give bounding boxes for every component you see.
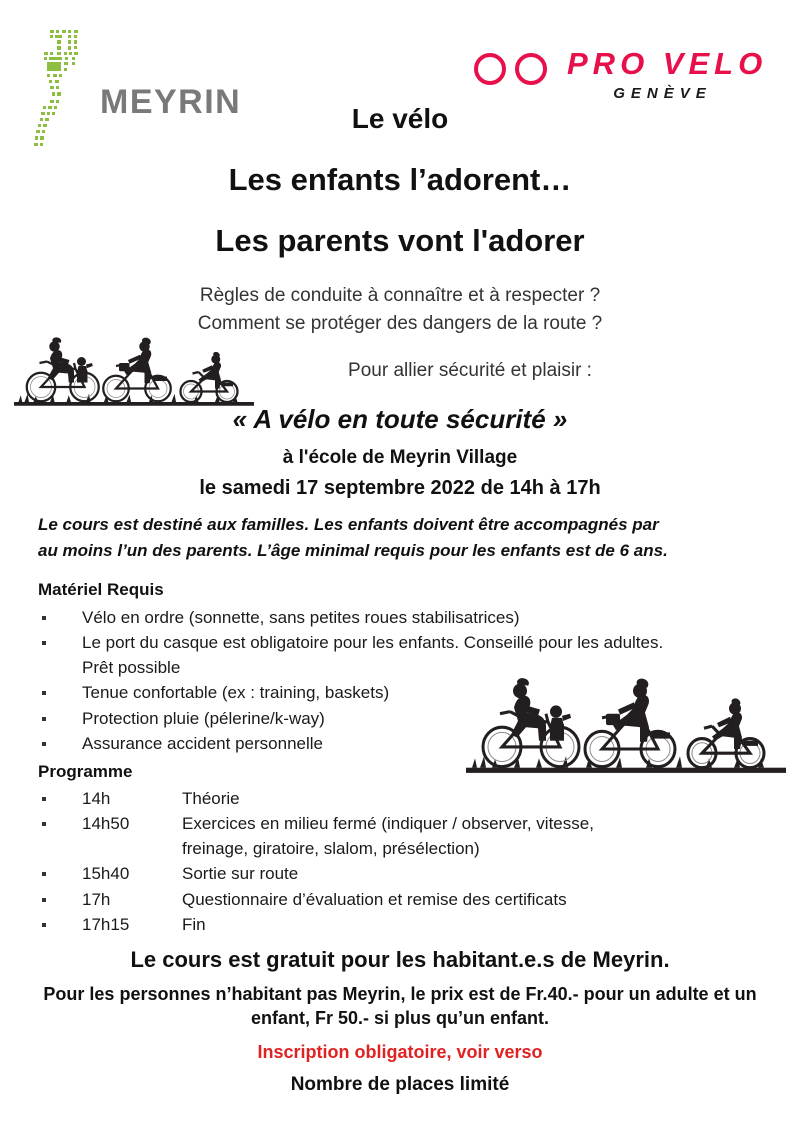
- programme-description: Fin: [182, 914, 206, 934]
- two-circles-wheels-icon: [470, 52, 558, 86]
- event-date: le samedi 17 septembre 2022 de 14h à 17h: [199, 477, 601, 499]
- list-item: [38, 811, 678, 861]
- list-item: [38, 786, 678, 811]
- provelo-name: PRO VELO: [567, 46, 768, 81]
- list-item-text: Le port du casque est obligatoire pour les enfants. Conseillé pour les adultes. Prêt possible: [82, 633, 664, 678]
- tagline: Pour allier sécurité et plaisir :: [348, 360, 592, 381]
- materiel-requis-heading: Matériel Requis: [38, 580, 164, 599]
- programme-time: 17h15: [82, 914, 130, 934]
- programme-description: Exercices en milieu fermé (indiquer / observer, vitesse, freinage, giratoire, slalom, présélection): [182, 814, 594, 859]
- page-title-line-2: Les enfants l’adorent…: [228, 162, 572, 197]
- list-item-text: Vélo en ordre (sonnette, sans petites roues stabilisatrices): [82, 608, 520, 627]
- programme-description: Sortie sur route: [182, 864, 299, 884]
- list-item: [38, 887, 678, 912]
- meyrin-wordmark: MEYRIN: [100, 83, 242, 121]
- provelo-city: GENÈVE: [613, 85, 712, 102]
- list-item-text: Protection pluie (pélerine/k-way): [82, 708, 325, 728]
- list-item: [38, 605, 678, 630]
- list-item: [38, 912, 678, 937]
- footer-signup-notice: Inscription obligatoire, voir verso: [257, 1042, 543, 1062]
- intro-paragraph: Le cours est destiné aux familles. Les enfants doivent être accompagnés par au moins l’un des parents. L’âge minimal requis pour les enfants est de 6 ans.: [38, 515, 668, 560]
- page-title-line-1: Le vélo: [351, 103, 449, 134]
- page-title-line-3: Les parents vont l'adorer: [215, 223, 585, 258]
- programme-time: 15h40: [82, 864, 130, 884]
- question-line-1: Règles de conduite à connaître et à respecter ?: [199, 285, 601, 306]
- programme-time: 17h: [82, 889, 111, 909]
- programme-list: [38, 786, 678, 937]
- provelo-logo: [470, 48, 770, 110]
- programme-heading: Programme: [38, 762, 133, 781]
- list-item-text: Tenue confortable (ex : training, baskets): [82, 683, 390, 703]
- footer-free-notice: Le cours est gratuit pour les habitant.e.s de Meyrin.: [130, 947, 670, 972]
- question-line-2: Comment se protéger des dangers de la route ?: [197, 313, 603, 334]
- programme-description: Théorie: [182, 789, 240, 808]
- footer-price-notice: Pour les personnes n’habitant pas Meyrin, le prix est de Fr.40.- pour un adulte et un enfant, Fr 50.- si plus qu’un enfant.: [43, 984, 757, 1029]
- event-name: « A vélo en toute sécurité »: [232, 404, 568, 434]
- programme-description: Questionnaire d’évaluation et remise des certificats: [182, 889, 567, 909]
- event-place: à l'école de Meyrin Village: [282, 447, 518, 468]
- footer-limited-places-notice: Nombre de places limité: [290, 1074, 510, 1095]
- family-cyclists-silhouette-icon: [466, 668, 786, 776]
- list-item: [38, 861, 678, 886]
- family-cyclists-silhouette-icon: [14, 330, 254, 408]
- list-item-text: Assurance accident personnelle: [82, 733, 323, 753]
- programme-time: 14h: [82, 789, 111, 808]
- programme-time: 14h50: [82, 814, 130, 834]
